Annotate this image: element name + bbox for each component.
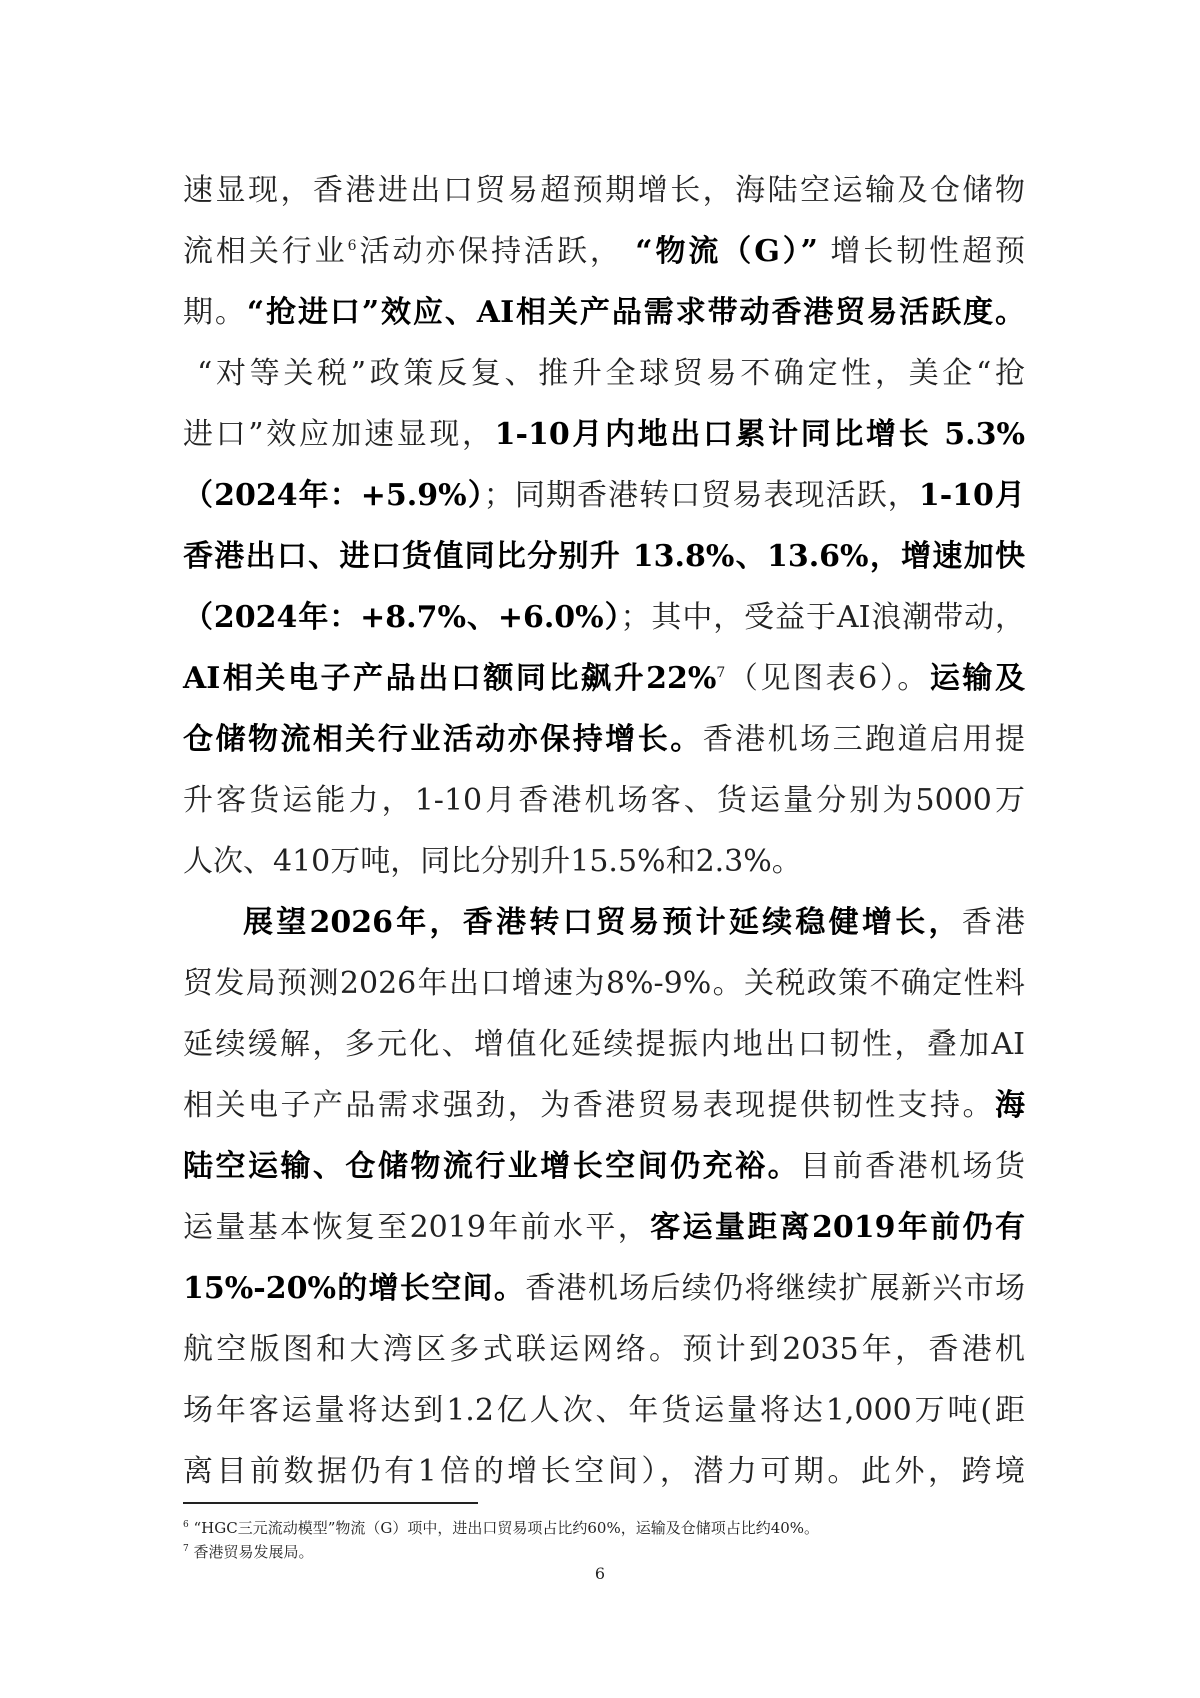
text-line	[183, 587, 1025, 648]
text-run: 香港机场后续仍将继续扩展新兴市场	[525, 1271, 1025, 1306]
text-line	[183, 1075, 1025, 1136]
text-run: 目前香港机场货	[800, 1149, 1026, 1184]
text-run: 增长韧性超预	[817, 234, 1025, 269]
text-line	[183, 709, 1025, 770]
text-run: 速显现，香港进出口贸易超预期增长，海陆空运输及仓储物	[183, 173, 1025, 208]
text-run: （见图表6）。	[725, 661, 930, 696]
text-line	[183, 1136, 1025, 1197]
bold-text: 运输及	[929, 661, 1025, 696]
text-run: 香港机场三跑道启用提	[702, 722, 1026, 757]
bold-text: 展望2026年，香港转口贸易预计延续稳健增长，	[243, 905, 962, 940]
text-line	[183, 770, 1025, 831]
text-run: 香港	[961, 905, 1025, 940]
text-run: 期。	[183, 295, 247, 330]
bold-text: （2024年：+5.9%）	[183, 478, 484, 513]
text-line	[183, 404, 1025, 465]
footnote-ref: 7	[716, 665, 726, 681]
text-run: 运量基本恢复至2019年前水平，	[183, 1210, 651, 1245]
bold-text: “物流（G）”	[635, 234, 818, 269]
text-line	[183, 465, 1025, 526]
text-line	[183, 1441, 1025, 1502]
footnote-7	[183, 1540, 819, 1564]
bold-text: 15%-20%的增长空间。	[183, 1271, 526, 1306]
text-line	[183, 1197, 1025, 1258]
text-line	[183, 953, 1025, 1014]
text-run: 延续缓解，多元化、增值化延续提振内地出口韧性，叠加AI	[183, 1027, 1025, 1062]
bold-text: （2024年：+8.7%、+6.0%）	[183, 600, 621, 635]
text-run: “对等关税”政策反复、推升全球贸易不确定性，美企“抢	[197, 356, 1025, 391]
text-run: 进口”效应加速显现，	[183, 417, 495, 452]
text-run: 活动亦保持活跃，	[356, 234, 636, 269]
text-line	[183, 343, 1025, 404]
text-line	[183, 1380, 1025, 1441]
body-text	[183, 160, 1025, 1502]
footnote-number: 6	[183, 1520, 189, 1530]
footnotes	[183, 1516, 819, 1564]
footnote-text: 香港贸易发展局。	[193, 1543, 314, 1561]
bold-text: 海	[995, 1088, 1025, 1123]
text-line	[183, 160, 1025, 221]
text-line	[183, 221, 1025, 282]
text-line	[183, 831, 1025, 892]
footnote-text: “HGC三元流动模型”物流（G）项中，进出口贸易项占比约60%，运输及仓储项占比约40%。	[193, 1519, 820, 1537]
bold-text: 陆空运输、仓储物流行业增长空间仍充裕。	[183, 1149, 801, 1184]
footnote-number: 7	[183, 1544, 189, 1554]
footnote-ref: 6	[347, 238, 357, 254]
text-run: 贸发局预测2026年出口增速为8%-9%。关税政策不确定性料	[183, 966, 1025, 1001]
bold-text: 香港出口、进口货值同比分别升 13.8%、13.6%，增速加快	[183, 539, 1025, 574]
text-line	[183, 892, 1025, 953]
text-run: 场年客运量将达到1.2亿人次、年货运量将达1,000万吨(距	[183, 1393, 1025, 1428]
footnote-divider	[183, 1502, 478, 1504]
bold-text: AI相关电子产品出口额同比飙升22%	[183, 661, 717, 696]
page-number: 6	[594, 1564, 606, 1583]
text-line	[183, 1014, 1025, 1075]
bold-text: 1-10月内地出口累计同比增长 5.3%	[494, 417, 1026, 452]
bold-text: 客运量距离2019年前仍有	[650, 1210, 1025, 1245]
text-line	[183, 526, 1025, 587]
text-run: 航空版图和大湾区多式联运网络。预计到2035年，香港机	[183, 1332, 1025, 1367]
text-run: 升客货运能力，1-10月香港机场客、货运量分别为5000万	[183, 783, 1025, 818]
bold-text: 1-10月	[918, 478, 1026, 513]
text-line	[183, 648, 1025, 709]
text-run: 人次、410万吨，同比分别升15.5%和2.3%。	[183, 844, 802, 879]
bold-text: 仓储物流相关行业活动亦保持增长。	[183, 722, 703, 757]
bold-text: “抢进口”效应、AI相关产品需求带动香港贸易活跃度。	[246, 295, 1025, 330]
text-line	[183, 282, 1025, 343]
text-run: 相关电子产品需求强劲，为香港贸易表现提供韧性支持。	[183, 1088, 995, 1123]
text-run: ；其中，受益于AI浪潮带动，	[620, 600, 1026, 635]
text-run: ；同期香港转口贸易表现活跃，	[483, 478, 919, 513]
text-run: 流相关行业	[183, 234, 348, 269]
text-run: 离目前数据仍有1倍的增长空间），潜力可期。此外，跨境	[183, 1454, 1025, 1489]
text-line	[183, 1258, 1025, 1319]
footnote-6	[183, 1516, 819, 1540]
text-line	[183, 1319, 1025, 1380]
